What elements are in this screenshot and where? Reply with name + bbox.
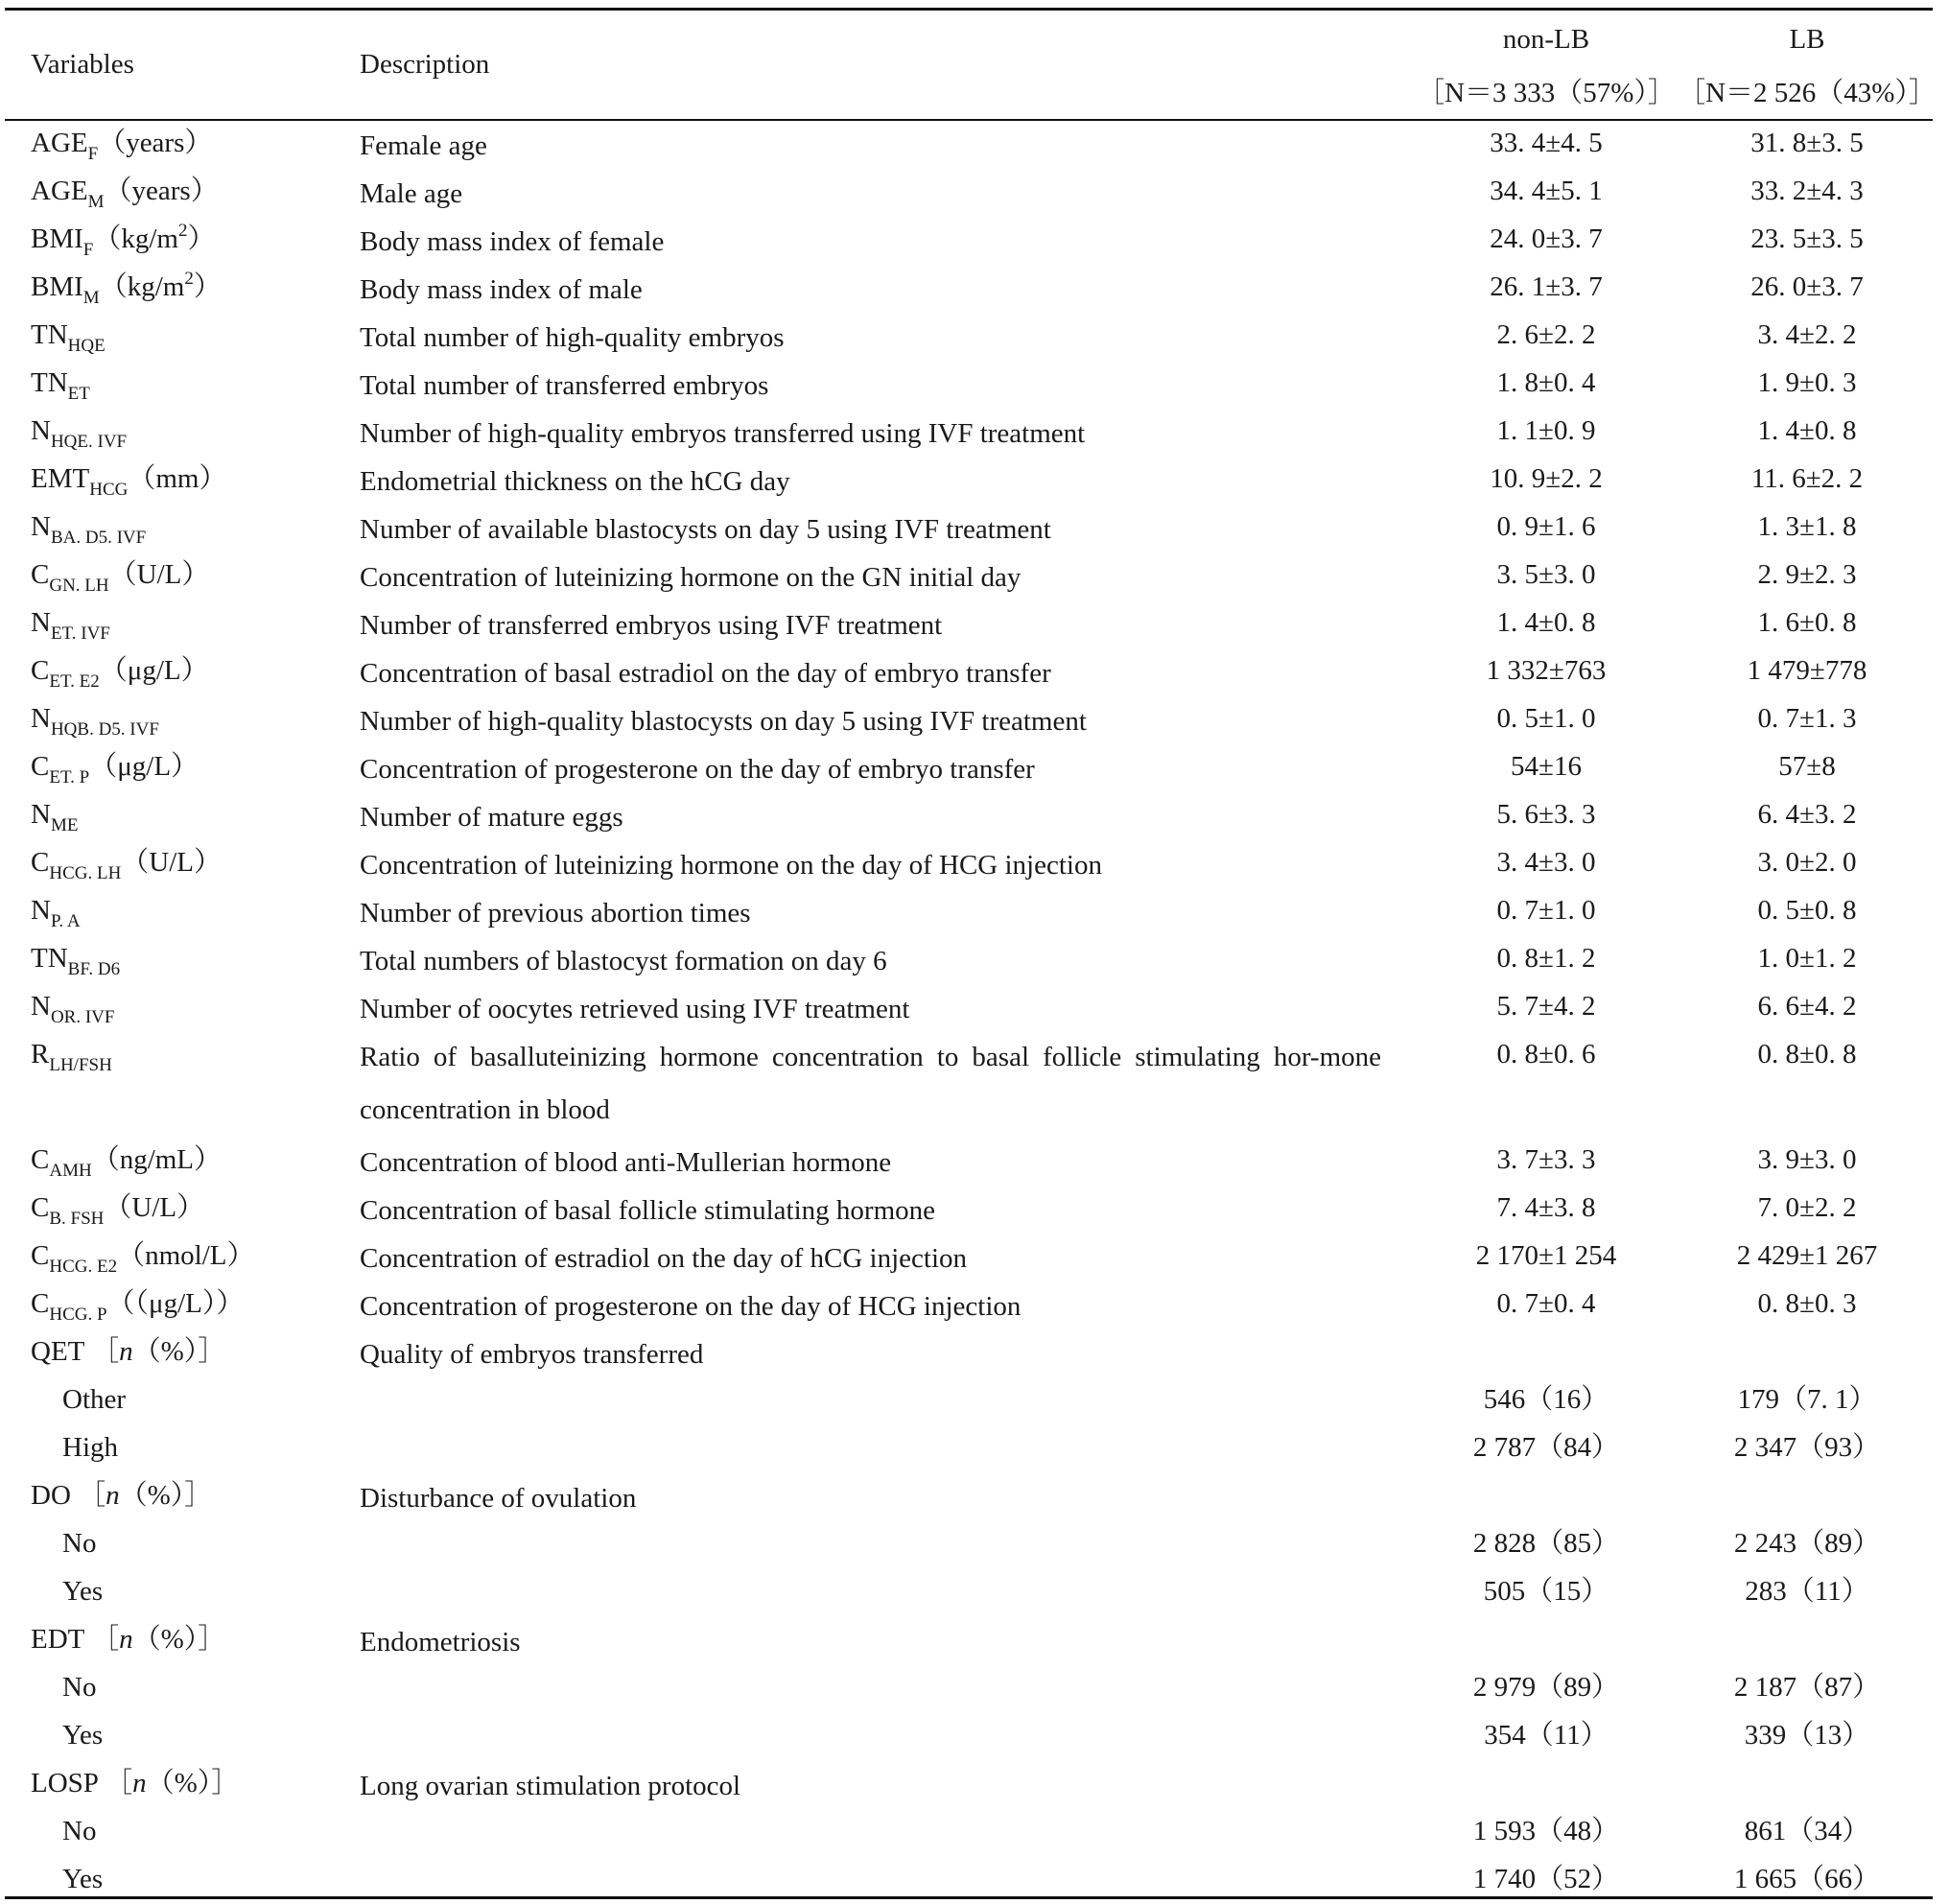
category-level-label [62,1383,126,1416]
variable-subscript: M [87,192,105,212]
lb-value: 1. 9±0. 3 [1757,367,1857,398]
table-row [0,120,1949,168]
lb-value: 1. 4±0. 8 [1757,415,1857,446]
variable-name [31,1287,245,1325]
variable-unit: （（μg/L）） [106,1288,245,1319]
table-row [0,1664,1949,1712]
variable-subscript: P. A [50,911,81,931]
non-lb-value: 34. 4±5. 1 [1490,176,1603,206]
variable-unit: （nmol/L） [117,1240,255,1271]
header-description: Description [360,49,490,80]
variable-description: Number of available blastocysts on day 5 using IVF treatment [360,514,1051,545]
non-lb-value: 1. 4±0. 8 [1496,607,1596,638]
variable-symbol: Yes [62,1864,104,1894]
non-lb-value: 33. 4±4. 5 [1490,128,1603,158]
variable-description: Number of mature eggs [360,802,623,833]
table-row [0,1233,1949,1281]
lb-value: 1 665（66） [1733,1864,1881,1894]
lb-value: 283（11） [1745,1576,1869,1607]
table-row [0,983,1949,1031]
variable-name [31,1143,223,1181]
variable-subscript: HQB. D5. IVF [50,719,159,740]
lb-value: 1. 3±1. 8 [1757,511,1857,542]
variable-subscript: ET [67,384,90,404]
non-lb-value: 1. 1±0. 9 [1496,415,1596,446]
variable-symbol: High [62,1432,118,1463]
variable-unit: （kg/m [99,271,185,302]
variable-symbol: DO ［ [31,1480,106,1511]
lb-value: 26. 0±3. 7 [1750,271,1864,302]
table-row [0,647,1949,695]
variable-description: Concentration of basal estradiol on the day of embryo transfer [360,658,1051,689]
variable-description: Female age [360,130,487,161]
variable-description: Endometriosis [360,1627,521,1657]
table-row [0,1712,1949,1760]
table-bottom-rule [5,1896,1933,1899]
variable-description: Quality of embryos transferred [360,1339,704,1370]
header-variables: Variables [31,49,134,80]
variable-subscript: LH/FSH [49,1055,112,1075]
variable-symbol: N [31,511,51,542]
variable-description: Total number of transferred embryos [360,370,769,401]
variable-symbol: C [31,847,50,878]
variable-symbol: EDT ［ [31,1624,120,1655]
variable-name [31,462,227,500]
variable-symbol: BMI [31,223,83,254]
non-lb-value: 3. 4±3. 0 [1496,847,1596,878]
lb-value: 0. 5±0. 8 [1757,895,1857,926]
variable-description: Concentration of blood anti-Mullerian hormone [360,1147,892,1178]
variable-name [31,942,121,979]
non-lb-value: 10. 9±2. 2 [1490,463,1603,494]
table-row [0,360,1949,408]
variable-symbol: C [31,751,50,782]
variable-description: Total number of high-quality embryos [360,322,785,353]
variable-symbol: Yes [62,1576,104,1607]
lb-value: 2 243（89） [1733,1528,1881,1559]
variable-name [31,175,219,212]
category-level-label [62,1719,103,1751]
variable-symbol: EMT [31,463,90,494]
variable-subscript: ME [50,815,79,835]
non-lb-value: 24. 0±3. 7 [1490,223,1603,254]
variable-name [31,1038,112,1075]
variable-subscript: F [82,240,94,260]
lb-value: 0. 7±1. 3 [1757,703,1857,734]
variable-description: Disturbance of ovulation [360,1483,637,1514]
variable-description: Concentration of progesterone on the day of HCG injection [360,1291,1021,1322]
variable-name [31,510,147,548]
table-row [0,1281,1949,1328]
variable-subscript: F [87,144,99,164]
header-lb: LB [1789,24,1825,55]
variable-symbol: N [31,607,51,638]
variable-italic: n [119,1336,133,1367]
variable-unit: （ng/mL） [91,1144,223,1175]
variable-symbol: QET ［ [31,1336,120,1367]
variable-name [31,127,213,164]
variable-name [31,1479,212,1512]
variable-symbol: C [31,1192,50,1223]
variable-unit: （years） [104,176,219,206]
lb-value: 1 479±778 [1747,655,1867,686]
header-non-lb: non-LB [1502,24,1590,55]
variable-name [31,750,200,787]
variable-subscript: ET. E2 [49,671,100,692]
table-row [0,456,1949,504]
table-row [0,1760,1949,1808]
lb-value: 2 347（93） [1733,1432,1881,1463]
non-lb-value: 2 979（89） [1472,1672,1620,1703]
table-row [0,1137,1949,1185]
variable-unit: （U/L） [108,559,210,590]
lb-value: 2. 9±2. 3 [1757,559,1857,590]
variable-unit: （U/L） [104,1192,205,1223]
variable-symbol: N [31,703,51,734]
variable-unit: （%）］ [119,1480,213,1511]
table-row [0,312,1949,360]
lb-value: 3. 0±2. 0 [1757,847,1857,878]
variable-subscript: GN. LH [49,576,109,596]
table-row [0,839,1949,887]
lb-value: 7. 0±2. 2 [1757,1192,1857,1223]
lb-value: 0. 8±0. 3 [1757,1288,1857,1319]
variable-name [31,414,128,452]
variable-symbol: TN [31,319,68,350]
variable-italic: n [132,1768,147,1798]
variable-name [31,1335,225,1368]
table-row [0,599,1949,647]
table-row [0,887,1949,935]
variable-unit: （U/L） [121,847,223,878]
variable-subscript: AMH [49,1161,92,1181]
category-level-label [62,1431,118,1464]
variable-description: Body mass index of female [360,226,665,257]
variable-subscript: M [82,288,100,308]
variable-symbol: TN [31,943,68,974]
non-lb-value: 5. 7±4. 2 [1496,991,1596,1022]
table-row [0,504,1949,552]
table-row [0,1808,1949,1856]
non-lb-value: 2 787（84） [1472,1432,1620,1463]
table-row [0,935,1949,983]
variable-unit: （%）］ [146,1768,240,1798]
variable-italic: n [119,1624,133,1655]
variable-description: Number of oocytes retrieved using IVF treatment [360,994,910,1024]
lb-value: 3. 9±3. 0 [1757,1144,1857,1175]
variable-name [31,366,90,404]
variable-superscript: 2 [184,269,194,289]
variable-description: Concentration of luteinizing hormone on the GN initial day [360,562,1021,593]
category-level-label [62,1527,96,1560]
table-row [0,1568,1949,1616]
variable-subscript: HQE [67,336,106,356]
variable-name [31,846,223,883]
variable-name [31,558,210,596]
non-lb-value: 1 740（52） [1472,1864,1620,1894]
variable-symbol: No [62,1672,97,1703]
table-row [0,168,1949,216]
variable-symbol: C [31,559,50,590]
variable-name [31,894,81,931]
variable-subscript: HCG. P [49,1305,107,1325]
lb-value: 1. 0±1. 2 [1757,943,1857,974]
variable-symbol: R [31,1039,50,1070]
variable-subscript: ET. IVF [50,623,110,644]
non-lb-value: 2 828（85） [1472,1528,1620,1559]
variable-name [31,654,209,692]
table-row [0,1185,1949,1233]
non-lb-value: 0. 8±1. 2 [1496,943,1596,974]
variable-superscript: 2 [178,221,188,241]
variable-description: Concentration of basal follicle stimulating hormone [360,1195,935,1226]
non-lb-value: 0. 8±0. 6 [1496,1039,1596,1070]
variable-symbol: N [31,895,51,926]
non-lb-value: 1. 8±0. 4 [1496,367,1596,398]
variable-symbol: N [31,415,51,446]
table-row [0,1472,1949,1520]
variable-subscript: HCG. E2 [49,1257,118,1277]
variable-name [31,318,106,356]
non-lb-value: 1 332±763 [1486,655,1607,686]
variable-name [31,1767,239,1799]
non-lb-value: 54±16 [1511,751,1582,782]
variable-unit: （μg/L） [99,655,209,686]
header-non-lb-count: ［N＝3 333（57%）］ [1417,78,1676,108]
lb-value: 0. 8±0. 8 [1757,1039,1857,1070]
variable-description: Number of high-quality blastocysts on day 5 using IVF treatment [360,706,1087,737]
lb-value: 179（7. 1） [1737,1384,1877,1415]
non-lb-value: 0. 9±1. 6 [1496,511,1596,542]
table-row [0,1031,1949,1137]
non-lb-value: 546（16） [1483,1384,1609,1415]
variable-name [31,221,216,260]
variable-description: Body mass index of male [360,274,643,305]
variable-description: Long ovarian stimulation protocol [360,1771,741,1801]
variable-symbol: C [31,1240,50,1271]
variable-unit-end: ） [193,271,222,302]
table-row [0,695,1949,743]
variable-description: Concentration of progesterone on the day of embryo transfer [360,754,1035,785]
variable-unit: （kg/m [93,223,178,254]
variable-name [31,990,115,1027]
variable-unit: （μg/L） [89,751,200,782]
variable-italic: n [106,1480,120,1511]
variable-subscript: BF. D6 [67,959,121,979]
variable-name [31,1191,205,1229]
variable-description: Ratio of basalluteinizing hormone concentration to basal follicle stimulating hor-mone concentration in blood [360,1042,1381,1125]
variable-unit: （years） [98,128,213,158]
lb-value: 3. 4±2. 2 [1757,319,1857,350]
variable-subscript: ET. P [49,767,90,787]
variable-symbol: No [62,1528,97,1559]
lb-value: 11. 6±2. 2 [1750,463,1864,494]
table-row [0,1328,1949,1376]
variable-description: Endometrial thickness on the hCG day [360,466,790,497]
lb-value: 6. 6±4. 2 [1757,991,1857,1022]
category-level-label [62,1863,103,1895]
table-row [0,552,1949,599]
variable-unit: （%）］ [132,1336,226,1367]
variable-unit: （%）］ [132,1624,226,1655]
variable-description: Total numbers of blastocyst formation on day 6 [360,946,887,976]
variable-symbol: No [62,1816,97,1846]
lb-value: 861（34） [1744,1816,1870,1846]
lb-value: 31. 8±3. 5 [1750,128,1864,158]
table-row [0,1520,1949,1568]
non-lb-value: 1 593（48） [1472,1816,1620,1846]
variable-symbol: BMI [31,271,83,302]
variable-name [31,1239,255,1277]
variable-subscript: HCG. LH [49,863,122,883]
table-row [0,1376,1949,1424]
variable-unit-end: ） [187,223,216,254]
category-level-label [62,1575,103,1608]
category-level-label [62,1671,96,1704]
variable-symbol: Other [62,1384,127,1415]
lb-value: 1. 6±0. 8 [1757,607,1857,638]
variable-subscript: OR. IVF [50,1007,115,1027]
variable-symbol: N [31,991,51,1022]
lb-value: 2 187（87） [1733,1672,1881,1703]
table-row [0,216,1949,264]
non-lb-value: 354（11） [1484,1720,1609,1751]
variable-description: Number of transferred embryos using IVF treatment [360,610,943,641]
variable-description: Concentration of luteinizing hormone on the day of HCG injection [360,850,1102,881]
variable-symbol: C [31,655,50,686]
lb-value: 6. 4±3. 2 [1757,799,1857,830]
variable-name [31,1623,225,1656]
header-lb-count: ［N＝2 526（43%）］ [1678,78,1937,108]
non-lb-value: 7. 4±3. 8 [1496,1192,1596,1223]
non-lb-value: 0. 7±1. 0 [1496,895,1596,926]
variable-symbol: AGE [31,128,88,158]
table-row [0,264,1949,312]
lb-value: 57±8 [1778,751,1836,782]
variable-symbol: LOSP ［ [31,1768,133,1798]
variable-name [31,702,159,740]
category-level-label [62,1815,96,1847]
variable-description: Number of high-quality embryos transferred using IVF treatment [360,418,1086,449]
variable-symbol: TN [31,367,68,398]
non-lb-value: 2. 6±2. 2 [1496,319,1596,350]
table-row [0,791,1949,839]
variable-description: Number of previous abortion times [360,898,751,928]
non-lb-value: 3. 7±3. 3 [1496,1144,1596,1175]
variable-name [31,798,79,835]
lb-value: 339（13） [1744,1720,1870,1751]
non-lb-value: 5. 6±3. 3 [1496,799,1596,830]
table-row [0,408,1949,456]
non-lb-value: 3. 5±3. 0 [1496,559,1596,590]
variable-name [31,269,222,308]
non-lb-value: 505（15） [1483,1576,1609,1607]
variable-symbol: Yes [62,1720,104,1751]
table-top-rule [5,8,1933,11]
table-row [0,1616,1949,1664]
non-lb-value: 0. 5±1. 0 [1496,703,1596,734]
variable-symbol: C [31,1144,50,1175]
variable-symbol: C [31,1288,50,1319]
variable-subscript: HQE. IVF [50,432,128,452]
variable-subscript: BA. D5. IVF [50,528,147,548]
variable-description: Concentration of estradiol on the day of hCG injection [360,1243,968,1274]
variable-description: Male age [360,178,463,209]
lb-value: 23. 5±3. 5 [1750,223,1864,254]
non-lb-value: 2 170±1 254 [1475,1240,1617,1271]
variable-symbol: N [31,799,51,830]
table-row [0,1424,1949,1472]
variable-subscript: HCG [89,480,129,500]
variable-subscript: B. FSH [49,1209,105,1229]
non-lb-value: 0. 7±0. 4 [1496,1288,1596,1319]
variable-symbol: AGE [31,176,88,206]
non-lb-value: 26. 1±3. 7 [1490,271,1603,302]
table-row [0,743,1949,791]
lb-value: 2 429±1 267 [1736,1240,1878,1271]
variable-unit: （mm） [128,463,227,494]
variable-name [31,606,110,644]
lb-value: 33. 2±4. 3 [1750,176,1864,206]
table-body [0,120,1949,1904]
